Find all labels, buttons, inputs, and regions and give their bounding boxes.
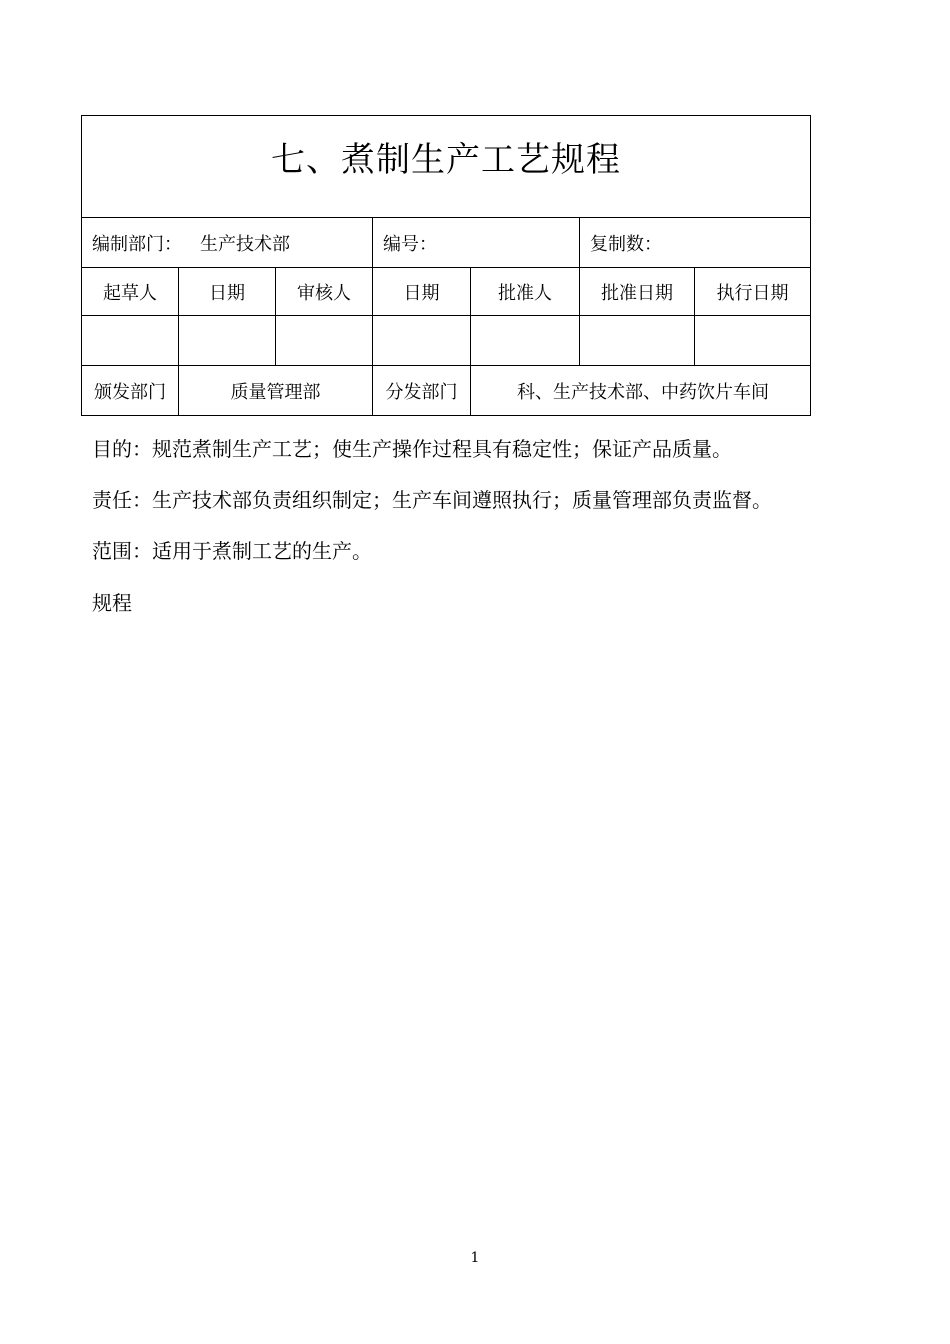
dist-dept-value: 科、生产技术部、中药饮片车间: [471, 366, 811, 416]
review-date-value: [373, 316, 471, 366]
procedure-heading: 规程: [92, 591, 132, 615]
approver-value: [471, 316, 580, 366]
review-date-header: 日期: [373, 268, 471, 316]
reviewer-header: 审核人: [276, 268, 373, 316]
draft-date-header: 日期: [179, 268, 276, 316]
page-number: 1: [470, 1250, 480, 1266]
copies-label: 复制数：: [590, 233, 662, 255]
dept-label: 编制部门：: [92, 233, 182, 255]
issue-dept-value: 质量管理部: [179, 366, 373, 416]
number-label: 编号：: [383, 233, 437, 255]
effective-date-value: [695, 316, 811, 366]
issue-dept-label: 颁发部门: [82, 366, 179, 416]
document-header-table: [81, 115, 811, 416]
reviewer-value: [276, 316, 373, 366]
drafter-header: 起草人: [82, 268, 179, 316]
responsibility-paragraph: 责任：生产技术部负责组织制定；生产车间遵照执行；质量管理部负责监督。: [92, 488, 772, 512]
copies-cell: [580, 218, 811, 268]
effective-date-header: 执行日期: [695, 268, 811, 316]
title-cell: [82, 116, 811, 218]
approval-date-value: [580, 316, 695, 366]
approval-date-header: 批准日期: [580, 268, 695, 316]
draft-date-value: [179, 316, 276, 366]
dist-dept-label: 分发部门: [373, 366, 471, 416]
dept-value: 生产技术部: [200, 233, 290, 255]
approver-header: 批准人: [471, 268, 580, 316]
number-cell: [373, 218, 580, 268]
purpose-paragraph: 目的：规范煮制生产工艺；使生产操作过程具有稳定性；保证产品质量。: [92, 437, 732, 461]
dept-cell: [82, 218, 373, 268]
scope-paragraph: 范围：适用于煮制工艺的生产。: [92, 539, 372, 563]
document-title: 七、煮制生产工艺规程: [271, 140, 621, 180]
drafter-value: [82, 316, 179, 366]
